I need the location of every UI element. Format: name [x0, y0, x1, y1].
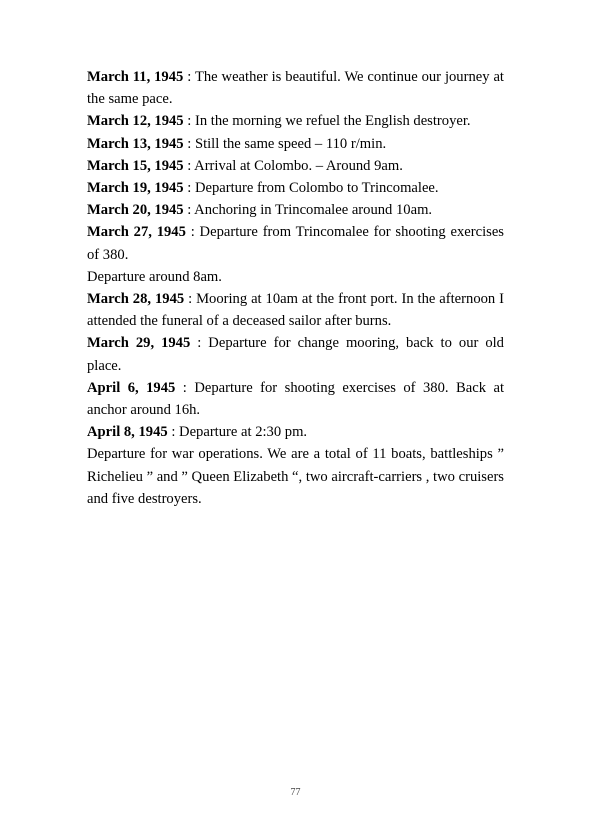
entry-date: March 29, 1945: [87, 335, 191, 352]
diary-entry: [87, 377, 504, 421]
entry-date: March 13, 1945: [87, 135, 184, 152]
entry-text: : Departure for shooting exercises of 380. Back at anchor around 16h.: [87, 379, 504, 419]
diary-entry: [87, 221, 504, 265]
diary-entry: [87, 177, 504, 199]
entry-date: March 11, 1945: [87, 69, 184, 85]
entry-text: Departure around 8am.: [87, 268, 222, 285]
diary-entry: [87, 288, 504, 332]
entry-text: : Arrival at Colombo. – Around 9am.: [183, 157, 403, 174]
entry-text: : Departure from Trincomalee for shooting exercises of 380.: [87, 224, 504, 263]
diary-entry: [87, 199, 504, 221]
diary-entry: [87, 110, 504, 132]
diary-entry: [87, 266, 504, 288]
diary-entry: [87, 443, 504, 510]
entry-text: : Mooring at 10am at the front port. In the afternoon I attended the funeral of a deceased sailor after burns.: [87, 291, 504, 330]
entry-text: : Departure at 2:30 pm.: [167, 424, 308, 441]
entry-date: March 15, 1945: [87, 157, 184, 174]
entry-text: : Departure from Colombo to Trincomalee.: [183, 180, 439, 197]
diary-entry: [87, 133, 504, 155]
entry-text: : Anchoring in Trincomalee around 10am.: [183, 202, 433, 219]
diary-entry: [87, 155, 504, 177]
diary-text: [87, 66, 504, 510]
entry-date: March 19, 1945: [87, 180, 184, 197]
entry-text: : The weather is beautiful. We continue our journey at the same pace.: [87, 69, 504, 108]
entry-text: Departure for war operations. We are a total of 11 boats, battleships ” Richelieu ” and ” Queen Elizabeth “, two aircraft-carriers , two cruisers and five destroyers.: [87, 446, 504, 507]
entry-date: March 28, 1945: [87, 291, 185, 308]
entry-date: March 27, 1945: [87, 224, 186, 241]
diary-entry: [87, 66, 504, 110]
diary-entry: [87, 421, 504, 443]
entry-text: : Departure for change mooring, back to our old place.: [87, 335, 504, 374]
entry-text: : In the morning we refuel the English destroyer.: [183, 113, 471, 130]
entry-date: April 8, 1945: [87, 424, 168, 441]
diary-entry: [87, 332, 504, 376]
entry-text: : Still the same speed – 110 r/min.: [183, 135, 387, 152]
entry-date: April 6, 1945: [87, 379, 176, 396]
page-number: 77: [290, 787, 301, 798]
entry-date: March 20, 1945: [87, 202, 184, 219]
entry-date: March 12, 1945: [87, 113, 184, 130]
